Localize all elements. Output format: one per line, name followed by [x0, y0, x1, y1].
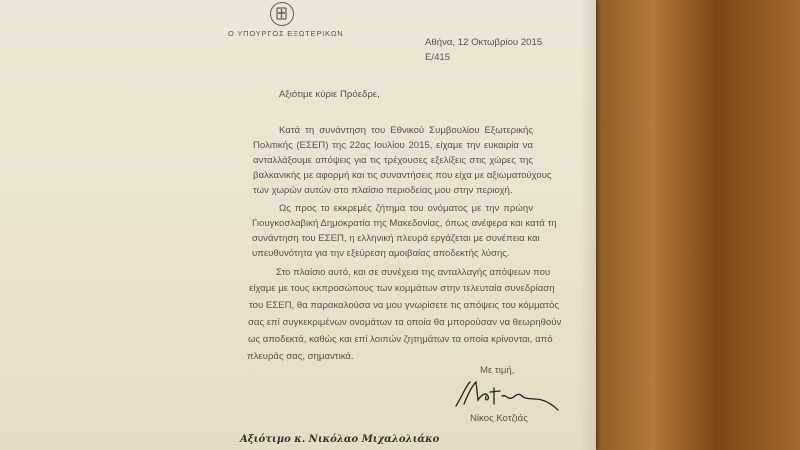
text-line: υπευθυνότητα για την εξεύρεση αμοιβαίας αποδεκτής λύσης.	[252, 248, 510, 259]
salutation: Αξιότιμε κύριε Πρόεδρε,	[279, 89, 380, 100]
text-line: σας επί συγκεκριμένων ονομάτων τα οποία θα μπορούσαν να θεωρηθούν	[248, 317, 562, 328]
text-line: Στο πλαίσιο αυτό, και σε συνέχεια της ανταλλαγής απόψεων που	[276, 267, 551, 278]
text-line: ως αποδεκτά, καθώς και επί λοιπών ζητημάτων τα οποία κρίνονται, από	[248, 334, 553, 345]
text-line: βαλκανικής με αφορμή και τις συναντήσεις που είχα με αξιωματούχους	[253, 170, 552, 181]
text-line: των χωρών αυτών στο πλαίσιο περιοδείας μου στην περιοχή.	[253, 185, 513, 196]
closing: Με τιμή,	[480, 365, 515, 376]
text-line: πλευράς σας, σημαντικά.	[247, 351, 354, 362]
ministry-heading: Ο ΥΠΟΥΡΓΟΣ ΕΞΩΤΕΡΙΚΩΝ	[228, 29, 344, 38]
paper-edge-shadow	[580, 0, 596, 450]
text-line: Κατά τη συνάντηση του Εθνικού Συμβουλίου Εξωτερικής	[279, 125, 533, 136]
reference-number: Ε/415	[425, 52, 451, 63]
text-line: Γιουγκοσλαβική Δημοκρατία της Μακεδονίας, όπως ανέφερα και κατά τη	[252, 218, 557, 229]
text-line: Πολιτικής (ΕΣΕΠ) της 22ας Ιουλίου 2015, είχαμε την ευκαιρία να	[253, 140, 533, 151]
text-line: ανταλλάξουμε απόψεις για τις τρέχουσες εξελίξεις στις χώρες της	[253, 155, 533, 166]
text-line: είχαμε με τους εκπροσώπους των κομμάτων στην τελευταία συνεδρίαση	[249, 283, 555, 294]
text-line: συνάντηση του ΕΣΕΠ, η ελληνική πλευρά εργάζεται με συνέπεια και	[252, 233, 540, 244]
signer-name: Νίκος Κοτζιάς	[470, 413, 528, 424]
addressee: Αξιότιμο κ. Νικόλαο Μιχαλολιάκο	[240, 434, 440, 445]
text-line: του ΕΣΕΠ, θα παρακαλούσα να μου γνωρίσετε τις απόψεις του κόμματός	[249, 300, 559, 311]
wooden-table-background	[590, 0, 800, 450]
coat-of-arms-emblem-icon	[270, 2, 294, 26]
letter-date: Αθήνα, 12 Οκτωβρίου 2015	[425, 37, 543, 48]
text-line: Ως προς το εκκρεμές ζήτημα του ονόματος με την πρώην	[279, 203, 533, 214]
